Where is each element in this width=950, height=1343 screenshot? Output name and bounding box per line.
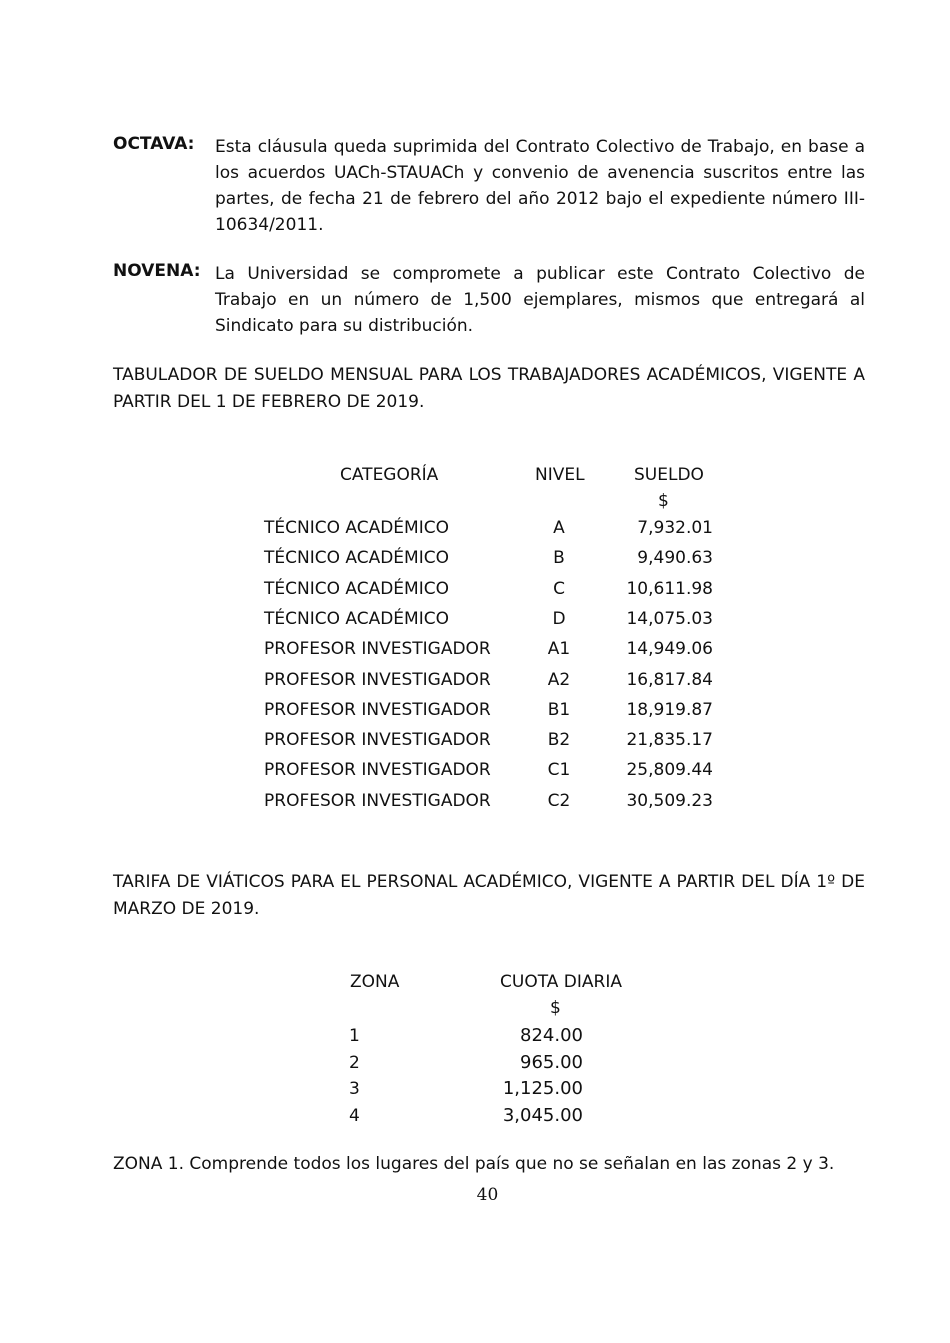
salary-cell: 9,490.63 xyxy=(637,548,713,568)
category-cell: TÉCNICO ACADÉMICO xyxy=(264,609,449,629)
table-row xyxy=(0,1101,950,1131)
table-row xyxy=(0,1021,950,1051)
column-header-zone: ZONA xyxy=(350,972,400,992)
daily-fee-cell: 824.00 xyxy=(520,1025,583,1046)
travel-table-heading: TARIFA DE VIÁTICOS PARA EL PERSONAL ACADÉMICO, VIGENTE A PARTIR DEL DÍA 1º DE MARZO DE 2019. xyxy=(113,872,865,919)
category-cell: PROFESOR INVESTIGADOR xyxy=(264,700,491,720)
level-cell: C1 xyxy=(547,760,571,780)
level-cell: D xyxy=(552,609,566,629)
level-cell: C xyxy=(553,579,565,599)
category-cell: PROFESOR INVESTIGADOR xyxy=(264,791,491,811)
column-header-currency: $ xyxy=(658,491,669,511)
salary-cell: 18,919.87 xyxy=(626,700,713,720)
category-cell: PROFESOR INVESTIGADOR xyxy=(264,760,491,780)
level-cell: A2 xyxy=(547,670,571,690)
daily-fee-cell: 3,045.00 xyxy=(502,1105,583,1126)
column-header-salary: SUELDO xyxy=(634,465,704,485)
zone-cell: 4 xyxy=(349,1106,360,1126)
table-row xyxy=(0,1074,950,1104)
salary-cell: 25,809.44 xyxy=(626,760,713,780)
page-number: 40 xyxy=(476,1185,499,1205)
clause-label: NOVENA: xyxy=(113,261,201,281)
zone-note: ZONA 1. Comprende todos los lugares del país que no se señalan en las zonas 2 y 3. xyxy=(113,1154,835,1174)
clause-text: Esta cláusula queda suprimida del Contrato Colectivo de Trabajo, en base a los acuerdos UACh-STAUACh y convenio de avenencia suscritos entre las partes, de fecha 21 de febrero del año 2012 bajo el expediente número III-10634/2011. xyxy=(215,137,865,235)
clause-label: OCTAVA: xyxy=(113,134,195,154)
salary-cell: 7,932.01 xyxy=(637,518,713,538)
category-cell: PROFESOR INVESTIGADOR xyxy=(264,730,491,750)
category-cell: PROFESOR INVESTIGADOR xyxy=(264,639,491,659)
category-cell: PROFESOR INVESTIGADOR xyxy=(264,670,491,690)
category-cell: TÉCNICO ACADÉMICO xyxy=(264,579,449,599)
level-cell: A1 xyxy=(547,639,571,659)
column-header-currency: $ xyxy=(550,998,561,1018)
salary-cell: 14,075.03 xyxy=(626,609,713,629)
category-cell: TÉCNICO ACADÉMICO xyxy=(264,548,449,568)
salary-cell: 10,611.98 xyxy=(626,579,713,599)
salary-cell: 16,817.84 xyxy=(626,670,713,690)
daily-fee-cell: 1,125.00 xyxy=(502,1078,583,1099)
salary-table-heading: TABULADOR DE SUELDO MENSUAL PARA LOS TRABAJADORES ACADÉMICOS, VIGENTE A PARTIR DEL 1 DE FEBRERO DE 2019. xyxy=(113,365,865,412)
salary-cell: 21,835.17 xyxy=(626,730,713,750)
level-cell: A xyxy=(553,518,565,538)
salary-cell: 30,509.23 xyxy=(626,791,713,811)
level-cell: B2 xyxy=(547,730,571,750)
zone-cell: 1 xyxy=(349,1026,360,1046)
zone-cell: 3 xyxy=(349,1079,360,1099)
level-cell: C2 xyxy=(547,791,571,811)
zone-cell: 2 xyxy=(349,1053,360,1073)
level-cell: B xyxy=(553,548,565,568)
daily-fee-cell: 965.00 xyxy=(520,1052,583,1073)
category-cell: TÉCNICO ACADÉMICO xyxy=(264,518,449,538)
salary-cell: 14,949.06 xyxy=(626,639,713,659)
column-header-daily-fee: CUOTA DIARIA xyxy=(500,972,622,992)
clause-text: La Universidad se compromete a publicar este Contrato Colectivo de Trabajo en un número de 1,500 ejemplares, mismos que entregará al Sindicato para su distribución. xyxy=(215,264,865,336)
level-cell: B1 xyxy=(547,700,571,720)
column-header-category: CATEGORÍA xyxy=(340,465,439,485)
column-header-level: NIVEL xyxy=(535,465,585,485)
